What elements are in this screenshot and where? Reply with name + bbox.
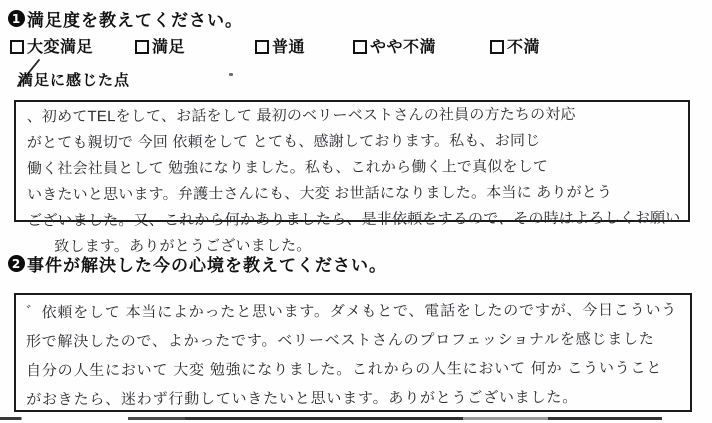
scan-edge-artifact [0, 417, 712, 420]
handwriting-line: がとても親切で 今回 依頼をして とても、感謝しております。私も、お同じ [26, 132, 541, 152]
option-dissatisfied[interactable] [490, 34, 540, 57]
handwriting-line: いきたいと思います。弁護士さんにも、大変 お世話になりました。本当に ありがとう [27, 183, 613, 204]
q2-handwritten-answer [26, 296, 678, 415]
checkbox-satisfied[interactable] [135, 40, 149, 54]
option-label: 大変満足 [27, 39, 94, 56]
q2-number-badge: 2 [8, 255, 25, 272]
handwriting-line: 働く社会社員として 勉強になりました。私も、これから働く上で真似をして [26, 158, 549, 178]
handwriting-line: 、初めてTELをして、お話をして 最初のベリーベストさんの社員の方たちの対応 [26, 106, 576, 126]
handwriting-line-overflow: 致します。ありがとうございました。 [54, 237, 312, 256]
option-label: 普通 [272, 39, 306, 56]
q1-box-label: 満足に感じた点 [18, 73, 131, 89]
scan-dot-artifact [229, 73, 233, 76]
checkbox-very-satisfied[interactable] [10, 40, 24, 54]
option-very-satisfied[interactable] [10, 34, 93, 57]
q1-number-badge: 1 [8, 10, 25, 27]
q2-title [8, 251, 387, 276]
handwriting-line: 形で解決したので、よかったです。ベリーベストさんのプロフェッショナルを感じました [25, 330, 655, 351]
q1-title [8, 6, 243, 31]
q1-handwritten-answer [27, 102, 681, 261]
option-normal[interactable] [255, 34, 305, 57]
handwriting-line: がおきたら、迷わず行動していきたいと思います。ありがとうございました。 [26, 389, 579, 409]
handwriting-line: ございました。又、これから何かありましたら、是非依頼をするので、その時はよろしくお願い [27, 209, 681, 230]
option-label: 満足 [152, 39, 186, 56]
q2-title-text: 事件が解決した今の心境を教えてください。 [27, 256, 387, 275]
option-satisfied[interactable] [135, 34, 185, 57]
checkbox-normal[interactable] [255, 40, 269, 54]
option-somewhat-dissatisfied[interactable] [353, 34, 436, 57]
option-label: 不満 [507, 39, 541, 56]
handwriting-line: 自分の人生において 大変 勉強になりました。これからの人生において 何か こういうこと [26, 359, 663, 380]
q1-title-text: 満足度を教えてください。 [27, 11, 243, 30]
checkbox-dissatisfied[interactable] [490, 40, 504, 54]
checkbox-somewhat-dissatisfied[interactable] [353, 40, 367, 54]
option-label: やや不満 [370, 39, 437, 56]
handwriting-line: ゛依頼をして 本当によかったと思います。ダメもとで、電話をしたのですが、今日こういう [25, 301, 678, 322]
